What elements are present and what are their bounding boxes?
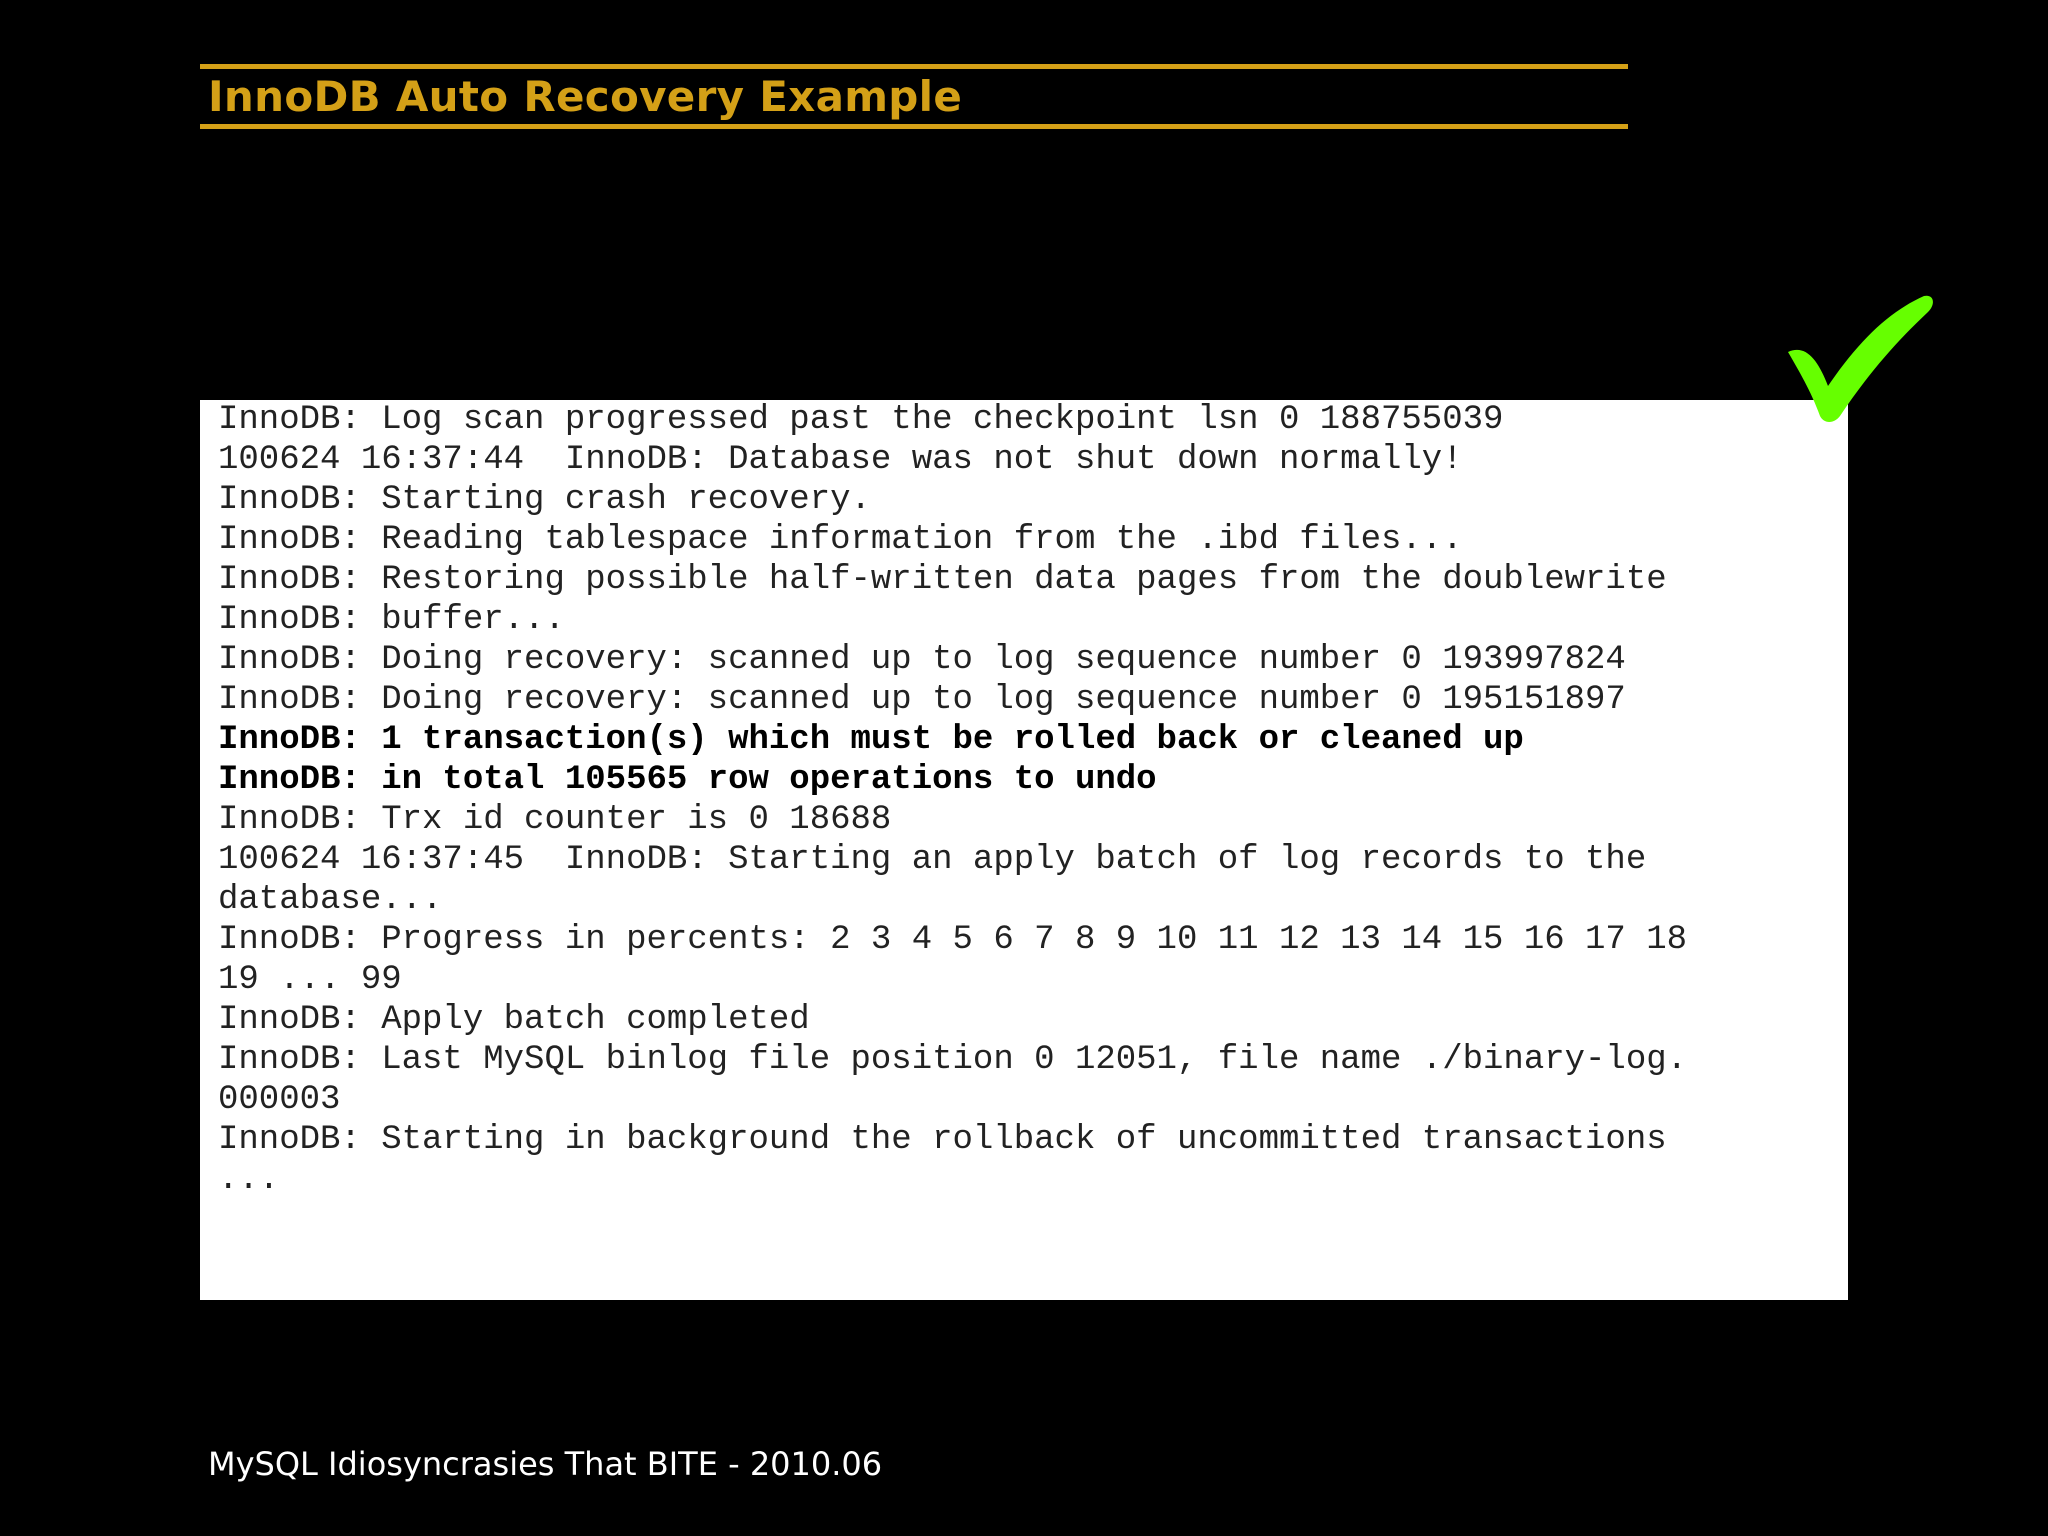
slide-footer: MySQL Idiosyncrasies That BITE - 2010.06 [208,1445,883,1483]
log-line: InnoDB: Starting in background the rollback of uncommitted transactions [218,1121,1667,1159]
log-line: InnoDB: Log scan progressed past the checkpoint lsn 0 188755039 [218,401,1504,439]
log-line: 100624 16:37:44 InnoDB: Database was not shut down normally! [218,441,1463,479]
log-lines [218,400,1687,1200]
log-line: InnoDB: Last MySQL binlog file position 0 12051, file name ./binary-log. [218,1041,1688,1079]
log-line: InnoDB: Starting crash recovery. [218,481,871,519]
slide-title: InnoDB Auto Recovery Example [208,72,963,121]
log-line: InnoDB: 1 transaction(s) which must be rolled back or cleaned up [218,721,1524,759]
log-line: InnoDB: buffer... [218,601,565,639]
log-line: 100624 16:37:45 InnoDB: Starting an apply batch of log records to the [218,841,1647,879]
log-line: InnoDB: Doing recovery: scanned up to log sequence number 0 193997824 [218,641,1626,679]
log-line: InnoDB: Doing recovery: scanned up to log sequence number 0 195151897 [218,681,1626,719]
log-panel [200,400,1848,1300]
log-line: 000003 [218,1081,341,1119]
check-mark-icon [1778,282,1938,428]
title-rule-bottom [200,124,1628,129]
log-line: InnoDB: Progress in percents: 2 3 4 5 6 7 8 9 10 11 12 13 14 15 16 17 18 [218,921,1688,959]
log-line: 19 ... 99 [218,961,402,999]
log-line: ... [218,1161,280,1199]
log-line: InnoDB: Trx id counter is 0 18688 [218,801,892,839]
log-line: database... [218,881,443,919]
log-line: InnoDB: Apply batch completed [218,1001,810,1039]
title-rule-top [200,64,1628,69]
log-line: InnoDB: Restoring possible half-written data pages from the doublewrite [218,561,1667,599]
log-line: InnoDB: in total 105565 row operations to undo [218,761,1157,799]
log-line: InnoDB: Reading tablespace information from the .ibd files... [218,521,1463,559]
